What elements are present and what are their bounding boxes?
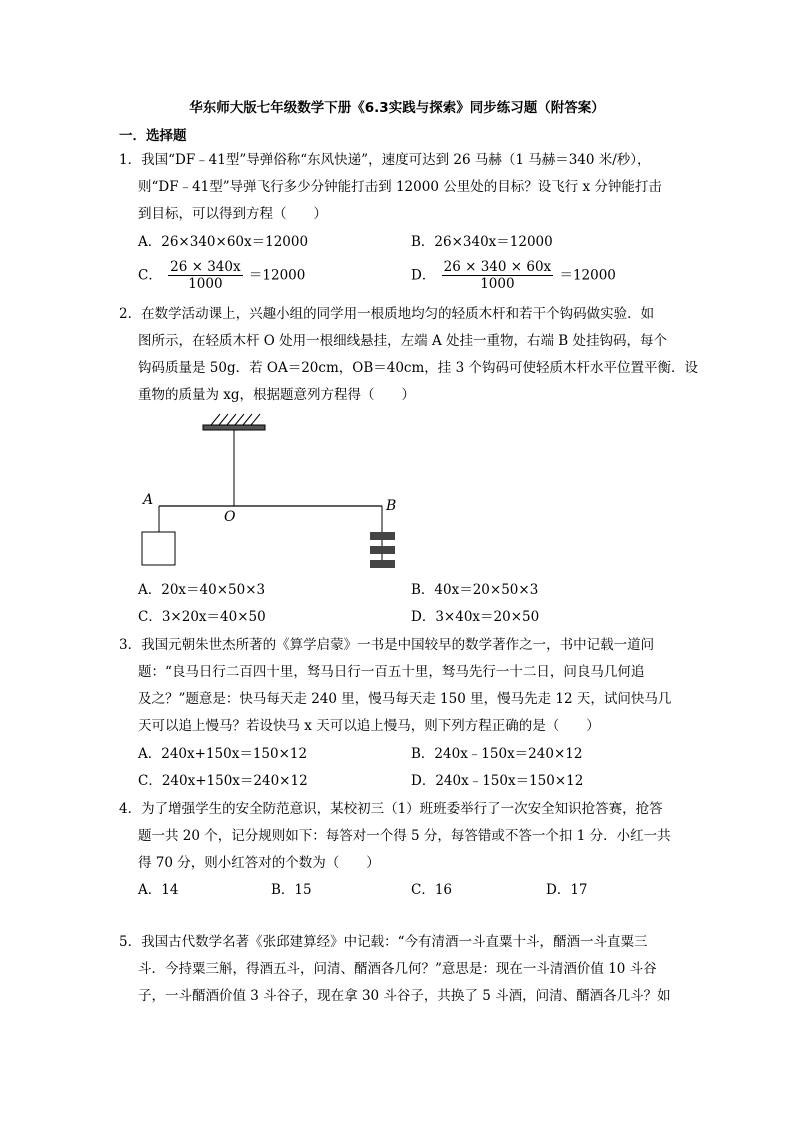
section-heading: 一．选择题 — [119, 128, 187, 144]
q2-option-a: A．20x＝40×50×3 — [138, 582, 266, 598]
ceiling-bar — [203, 425, 265, 430]
label-b: B — [386, 498, 397, 514]
q1-option-d-denominator: 1000 — [480, 276, 515, 292]
q4-line-2: 题一共 20 个，记分规则如下：每答对一个得 5 分，每答错或不答一个扣 1 分．小红一共 — [138, 828, 671, 844]
label-o: O — [224, 509, 236, 525]
q4-option-c: C．16 — [411, 882, 453, 898]
q4-line-1: 4．为了增强学生的安全防范意识，某校初三（1）班班委举行了一次安全知识抢答赛，抢答 — [119, 801, 663, 817]
q5-line-3: 子，一斗醑酒价值 3 斗谷子，现在拿 30 斗谷子，共换了 5 斗酒，问清、醑酒各几斗？如 — [138, 988, 671, 1004]
q2-line-1: 2．在数学活动课上，兴趣小组的同学用一根质地均匀的轻质木杆和若干个钩码做实验．如 — [119, 306, 655, 322]
q3-option-c: C．240x+150x＝240×12 — [138, 773, 308, 789]
q3-line-4: 天可以追上慢马？若设快马 x 天可以追上慢马，则下列方程正确的是（ ） — [138, 718, 600, 734]
q3-line-2: 题：“良马日行二百四十里，驽马日行一百五十里，驽马先行一十二日，问良马几何追 — [138, 664, 645, 680]
q1-option-d-rhs: ＝12000 — [559, 267, 616, 284]
q1-option-c-rhs: ＝12000 — [248, 267, 306, 284]
q5-line-1: 5．我国古代数学名著《张邱建算经》中记载：“今有清酒一斗直粟十斗，醑酒一斗直粟三 — [119, 934, 648, 950]
q1-option-d-numerator: 26 × 340 × 60x — [443, 259, 552, 275]
q2-option-c: C．3×20x＝40×50 — [138, 609, 266, 625]
q5-line-2: 斗．今持粟三斛，得酒五斗，问清、醑酒各几何？”意思是：现在一斗清酒价值 10 斗谷 — [138, 961, 657, 977]
q4-option-d: D．17 — [546, 882, 588, 898]
q2-line-4: 重物的质量为 xg，根据题意列方程得（ ） — [138, 387, 416, 403]
q2-option-d: D．3×40x＝20×50 — [411, 609, 540, 625]
label-a: A — [143, 492, 154, 508]
hook-weight-3 — [370, 560, 395, 568]
heavy-object — [142, 532, 175, 565]
q1-option-d-label: D． — [411, 267, 436, 284]
hook-weight-1 — [370, 532, 395, 540]
page-title: 华东师大版七年级数学下册《6.3实践与探索》同步练习题（附答案） — [189, 100, 605, 116]
q1-line-2: 则“DF﹣41型”导弹飞行多少分钟能打击到 12000 公里处的目标？设飞行 x 分钟能打击 — [138, 179, 662, 195]
q2-line-3: 钩码质量是 50g．若 OA＝20cm，OB＝40cm，挂 3 个钩码可使轻质木杆水平位置平衡．设 — [138, 360, 698, 376]
q2-line-2: 图所示，在轻质木杆 O 处用一根细线悬挂，左端 A 处挂一重物，右端 B 处挂钩码，每个 — [138, 333, 667, 349]
q3-option-b: B．240x﹣150x＝240×12 — [411, 746, 583, 762]
q4-option-a: A．14 — [138, 882, 179, 898]
hook-weight-2 — [370, 546, 395, 554]
q3-option-d: D．240x﹣150x＝150×12 — [411, 773, 584, 789]
q1-option-c-numerator: 26 × 340x — [170, 259, 241, 275]
q3-line-3: 及之？”题意是：快马每天走 240 里，慢马每天走 150 里，慢马先走 12 天，试问快马几 — [138, 691, 672, 707]
q1-option-c-denominator: 1000 — [188, 276, 223, 292]
q2-option-b: B．40x＝20×50×3 — [411, 582, 539, 598]
q1-option-b: B．26×340x＝12000 — [411, 234, 553, 250]
q4-line-3: 得 70 分，则小红答对的个数为（ ） — [138, 855, 380, 871]
q4-option-b: B．15 — [271, 882, 312, 898]
q1-line-1: 1．我国“DF﹣41型”导弹俗称“东风快递”，速度可达到 26 马赫（1 马赫＝340 米/秒）， — [119, 152, 651, 168]
q1-option-c-label: C． — [138, 267, 162, 284]
q1-line-3: 到目标，可以得到方程（ ） — [138, 206, 327, 222]
q3-line-1: 3．我国元朝朱世杰所著的《算学启蒙》一书是中国较早的数学著作之一，书中记载一道问 — [119, 637, 655, 653]
ceiling-hatch — [211, 414, 260, 425]
q3-option-a: A．240x+150x＝150×12 — [138, 746, 308, 762]
q1-option-a: A．26×340×60x＝12000 — [138, 234, 309, 250]
